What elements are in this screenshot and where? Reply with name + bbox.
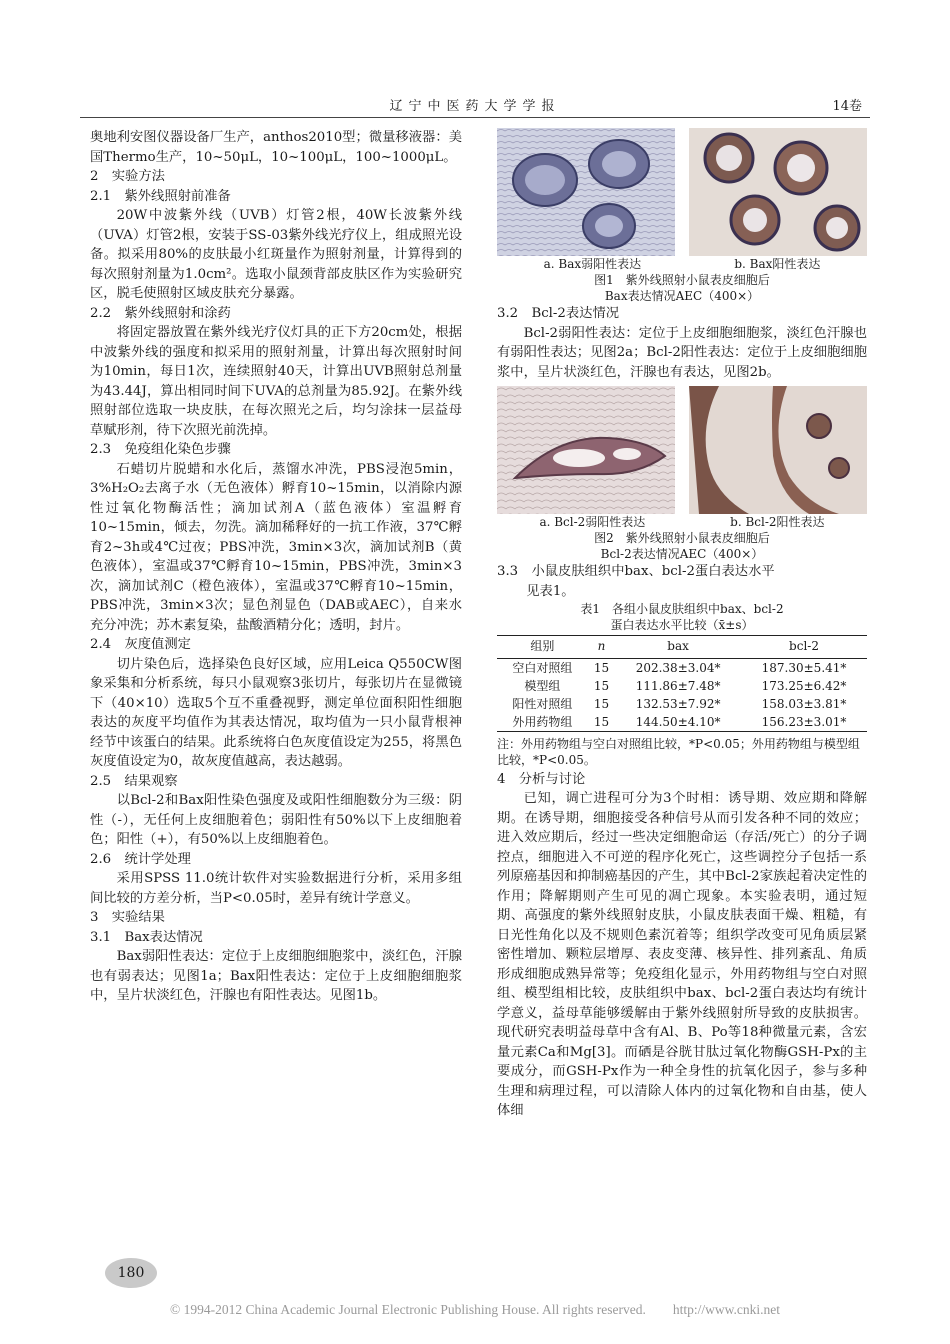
subsection-heading-2-4: 2.4 灰度值测定 xyxy=(90,637,191,652)
table-row xyxy=(497,658,867,677)
cell-bax: 111.86±7.48* xyxy=(635,678,721,693)
figure-1a-label: a. Bax弱阳性表达 xyxy=(543,257,642,271)
subsection-heading-3-3-continued: 见表1。 xyxy=(526,583,575,599)
cell-group: 阳性对照组 xyxy=(512,696,573,711)
subsection-heading-3-3: 3.3 小鼠皮肤组织中bax、bcl-2蛋白表达水平 xyxy=(497,564,775,579)
cell-bax: 132.53±7.92* xyxy=(635,696,721,711)
figure-2-sublabels xyxy=(497,514,867,530)
subsection-heading-2-3: 2.3 免疫组化染色步骤 xyxy=(90,442,231,457)
table-row xyxy=(497,695,867,713)
header-bcl2: bcl-2 xyxy=(741,636,867,659)
figure-2b-label: b. Bcl-2阳性表达 xyxy=(730,515,825,529)
table-1-title-line2: 蛋白表达水平比较（x̄±s） xyxy=(610,618,754,632)
header-group: 组别 xyxy=(497,636,588,659)
subsection-heading-2-6: 2.6 统计学处理 xyxy=(90,851,191,867)
volume-label: 14卷 xyxy=(832,99,862,114)
journal-title: 辽宁中医药大学学报 xyxy=(389,99,561,114)
micrograph-bax-weak xyxy=(497,128,675,256)
figure-1-caption-line2: Bax表达情况AEC（400×） xyxy=(604,289,760,303)
table-1-title-line1: 表1 各组小鼠皮肤组织中bax、bcl-2 xyxy=(580,602,784,616)
cell-bax: 144.50±4.10* xyxy=(615,713,741,732)
paragraph-2-5: 以Bcl-2和Bax阳性染色强度及或阳性细胞数分为三级：阴性（-），无任何上皮细胞着色；弱阳性有50%以下上皮细胞着色；阳性（+），有50%以上皮细胞着色。 xyxy=(90,793,462,847)
micrograph-bcl2-positive xyxy=(689,386,867,514)
cell-group: 空白对照组 xyxy=(512,660,573,675)
table-1-note: 注：外用药物组与空白对照组比较，*P<0.05；外用药物组与模型组比较，*P<0.05。 xyxy=(497,736,860,767)
subsection-heading-2-2: 2.2 紫外线照射和涂药 xyxy=(90,305,231,321)
cell-bcl2: 187.30±5.41* xyxy=(761,660,847,675)
figure-1-caption-line1: 图1 紫外线照射小鼠表皮细胞后 xyxy=(594,273,770,287)
micrograph-bax-positive xyxy=(689,128,867,256)
figure-1 xyxy=(497,128,867,256)
paragraph-2-3: 石蜡切片脱蜡和水化后，蒸馏水冲洗，PBS浸泡5min，3%H₂O₂去离子水（无色液体）孵育10~15min，以消除内源性过氧化物酶活性；滴加试剂A（蓝色液体）室温孵育10~15min，倾去，勿洗。滴加稀释好的一抗工作液，37℃孵育2~3h或4℃过夜；PBS冲洗，3min×3次，滴加试剂B（黄色液体），室温或37℃孵育10~15min，PBS冲洗，3min×3次，滴加试剂C（橙色液体），室温或37℃孵育10~15min，PBS冲洗，3min×3次；显色剂显色（DAB或AEC），自来水充分冲洗；苏木素复染，盐酸酒精分化；透明，封片。 xyxy=(90,461,462,633)
cell-n: 15 xyxy=(593,660,610,675)
cell-bax: 202.38±3.04* xyxy=(635,660,721,675)
paragraph-2-4: 切片染色后，选择染色良好区域，应用Leica Q550CW图象采集和分析系统，每只小鼠观察3张切片，每张切片在显微镜下（40×10）选取5个互不重叠视野，测定单位面积阳性细胞表达的灰度平均值作为其表达情况，取均值为一只小鼠背根神经节中该蛋白的结果。此系统将白色灰度值设定为255，将黑色灰度值设定为0，故灰度值越高，表达越弱。 xyxy=(90,656,462,769)
section-heading-3: 3 实验结果 xyxy=(90,910,165,925)
cell-n: 15 xyxy=(593,696,610,711)
subsection-heading-2-1: 2.1 紫外线照射前准备 xyxy=(90,188,231,204)
table-row xyxy=(497,713,867,732)
figure-1-sublabels xyxy=(497,256,867,272)
figure-1b-label: b. Bax阳性表达 xyxy=(734,257,821,271)
figure-2-caption-line2: Bcl-2表达情况AEC（400×） xyxy=(600,547,764,561)
running-header xyxy=(80,95,870,118)
paragraph-3-2: Bcl-2弱阳性表达：定位于上皮细胞细胞浆，淡红色汗腺也有弱阳性表达；见图2a；Bcl-2阳性表达：定位于上皮细胞细胞浆中，呈片状淡红色，汗腺也有表达，见图2b。 xyxy=(497,325,867,380)
cell-n: 15 xyxy=(593,678,610,693)
paragraph-2-6: 采用SPSS 11.0统计软件对实验数据进行分析，采用多组间比较的方差分析，当P<0.05时，差异有统计学意义。 xyxy=(90,871,462,906)
section-heading-4: 4 分析与讨论 xyxy=(497,771,586,787)
cell-n: 15 xyxy=(588,713,615,732)
cell-bcl2: 173.25±6.42* xyxy=(761,678,847,693)
copyright-footer: © 1994-2012 China Academic Journal Electronic Publishing House. All rights reserved. http://www.cnki.net xyxy=(169,1302,781,1317)
subsection-heading-2-5: 2.5 结果观察 xyxy=(90,773,178,789)
page-number-badge: 180 xyxy=(105,1258,157,1288)
subsection-heading-3-2: 3.2 Bcl-2表达情况 xyxy=(497,306,620,321)
table-1 xyxy=(497,635,867,732)
paragraph-intro: 奥地利安图仪器设备厂生产，anthos2010型；微量移液器：美国Thermo生产，10~50μL，10~100μL，100~1000μL。 xyxy=(90,130,462,165)
cell-group: 外用药物组 xyxy=(497,713,588,732)
header-bax: bax xyxy=(615,636,741,659)
figure-2 xyxy=(497,386,867,514)
table-row xyxy=(497,677,867,695)
left-column xyxy=(90,128,462,1006)
paragraph-2-2: 将固定器放置在紫外线光疗仪灯具的正下方20cm处，根据中波紫外线的强度和拟采用的照射剂量，计算出每次照射时间为10min，每日1次，连续照射40天，计算出UVB照射总剂量为43.44J，算出相同时间下UVA的总剂量为85.92J。在紫外线照射部位选取一块皮肤，在每次照光之后，均匀涂抹一层益母草赋形剂，待下次照光前洗掉。 xyxy=(90,325,462,438)
micrograph-bcl2-weak xyxy=(497,386,675,514)
paragraph-4: 已知，调亡进程可分为3个时相：诱导期、效应期和降解期。在诱导期，细胞接受各种信号从而引发各种不同的效应；进入效应期后，经过一些决定细胞命运（存活/死亡）的分子调控点，细胞进入不可逆的程序化死亡，这些调控分子包括一系列原癌基因和抑制癌基因的产生，其中Bcl-2家族起着决定性的作用；降解期则产生可见的凋亡现象。本实验表明，通过短期、高强度的紫外线照射皮肤，小鼠皮肤表面干燥、粗糙，有日光性角化以及不规则色素沉着等；组织学改变可见角质层紧密性增加、颗粒层增厚、表皮变薄、核异性、排列紊乱、角质形成细胞成熟异常等；免疫组化显示，外用药物组与空白对照组、模型组相比较，皮肤组织中bax、bcl-2蛋白表达均有统计学意义，益母草能够缓解由于紫外线照射所导致的皮肤损害。现代研究表明益母草中含有Al、B、Po等18种微量元素，含宏量元素Ca和Mg[3]。而硒是谷胱甘肽过氧化物酶GSH-Px的主要成分，而GSH-Px作为一种全身性的抗氧化因子，参与多种生理和病理过程，可以清除人体内的过氧化物和自由基，使人体细 xyxy=(497,791,867,1118)
paragraph-2-1: 20W中波紫外线（UVB）灯管2根，40W长波紫外线（UVA）灯管2根，安装于SS-03紫外线光疗仪上，组成照光设备。拟采用80%的皮肤最小红斑量作为照射剂量，计算得到的每次照射剂量为1.0cm²。选取小鼠颈背部皮肤区作为实验研究区，脱毛使照射区域皮肤充分暴露。 xyxy=(90,208,462,301)
figure-2-caption-line1: 图2 紫外线照射小鼠表皮细胞后 xyxy=(594,531,770,545)
paragraph-3-1: Bax弱阳性表达：定位于上皮细胞细胞浆中，淡红色，汗腺也有弱表达；见图1a；Bax阳性表达：定位于上皮细胞细胞浆中，呈片状淡红色，汗腺也有阳性表达。见图1b。 xyxy=(90,949,462,1003)
cell-bcl2: 158.03±3.81* xyxy=(761,696,847,711)
right-column xyxy=(497,128,867,1121)
figure-2a-label: a. Bcl-2弱阳性表达 xyxy=(539,515,646,529)
cell-bcl2: 156.23±3.01* xyxy=(741,713,867,732)
subsection-heading-3-1: 3.1 Bax表达情况 xyxy=(90,929,203,945)
cell-group: 模型组 xyxy=(524,678,561,693)
section-heading-2: 2 实验方法 xyxy=(90,169,165,184)
table-header-row xyxy=(497,636,867,659)
header-n: n xyxy=(588,636,615,659)
